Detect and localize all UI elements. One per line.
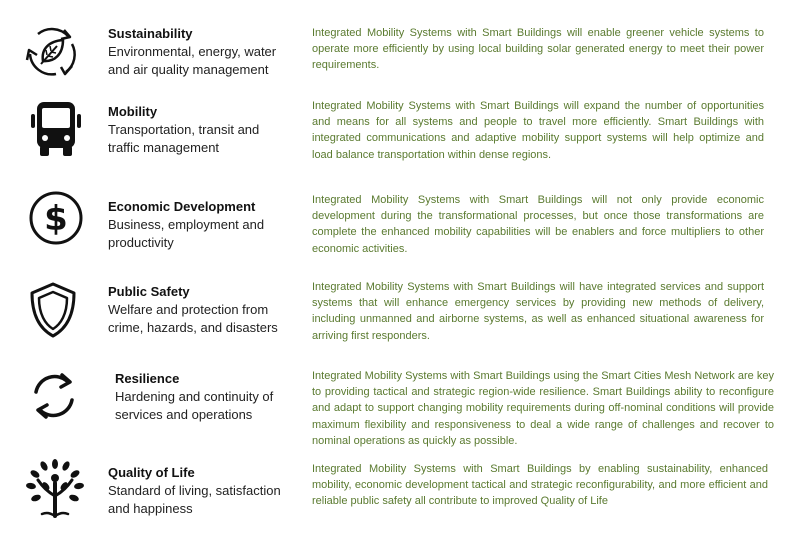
benefit-label: [108, 198, 293, 252]
refresh-arrows-icon: [28, 370, 80, 422]
dollar-icon: [28, 190, 84, 246]
benefit-title: Quality of Life: [108, 465, 195, 480]
benefit-description: Integrated Mobility Systems with Smart Buildings by enabling sustainability, enhanced mobility, economic development tactical and strategic reconfigurability, and more efficient and reliable public safety all contribute to improved Quality of Life: [312, 463, 768, 508]
benefit-subtitle: Welfare and protection from crime, hazards, and disasters: [108, 302, 278, 335]
shield-icon: [28, 281, 78, 339]
benefit-subtitle: Hardening and continuity of services and operations: [115, 389, 274, 422]
benefit-title: Sustainability: [108, 26, 193, 41]
benefit-subtitle: Transportation, transit and traffic management: [108, 122, 260, 155]
benefit-description: Integrated Mobility Systems with Smart Buildings will have integrated services and support systems that will enhance emergency services by providing new methods of delivery, including unmanned and airborne systems, as well as enhanced situational awareness for arriving first responders.: [312, 281, 764, 342]
benefit-title: Economic Development: [108, 199, 256, 214]
benefit-title: Public Safety: [108, 284, 190, 299]
benefit-description: Integrated Mobility Systems with Smart Buildings will expand the number of opportunities and means for all systems and people to travel more efficiently. Smart Buildings with integrated communications and adaptive mobility support systems will help optimize and load balance transportation within dense regions.: [312, 100, 764, 161]
benefit-label: [108, 103, 293, 157]
benefit-label: [108, 464, 293, 518]
benefit-label: [108, 283, 293, 337]
tree-person-icon: [22, 456, 88, 522]
benefit-title: Mobility: [108, 104, 158, 119]
benefit-subtitle: Business, employment and productivity: [108, 217, 265, 250]
bus-icon: [30, 100, 82, 158]
benefit-description: Integrated Mobility Systems with Smart Buildings will not only provide economic development during the transformational processes, but once those transformations are complete the enhanced mobility capabilities will be enablers and force multipliers to other economic activities.: [312, 194, 764, 255]
benefit-label: [115, 370, 300, 424]
svg-text:$: $: [44, 199, 68, 239]
benefit-label: [108, 25, 293, 79]
benefit-description: Integrated Mobility Systems with Smart Buildings using the Smart Cities Mesh Network are key to providing tactical and strategic region-wide resilience. Smart Buildings ability to reconfigure and adapt to support changing mobility requirements during off-nominal conditions will provide maximum flexibility and responsiveness to deal a wide range of challenges and recover to nominal operations as quickly as possible.: [312, 370, 774, 447]
benefit-subtitle: Standard of living, satisfaction and happiness: [108, 483, 281, 516]
recycle-leaf-icon: [24, 24, 80, 80]
benefit-description: Integrated Mobility Systems with Smart Buildings will enable greener vehicle systems to operate more efficiently by using local building solar generated energy to meet their power requirements.: [312, 27, 764, 72]
benefit-title: Resilience: [115, 371, 180, 386]
benefit-subtitle: Environmental, energy, water and air quality management: [108, 44, 277, 77]
